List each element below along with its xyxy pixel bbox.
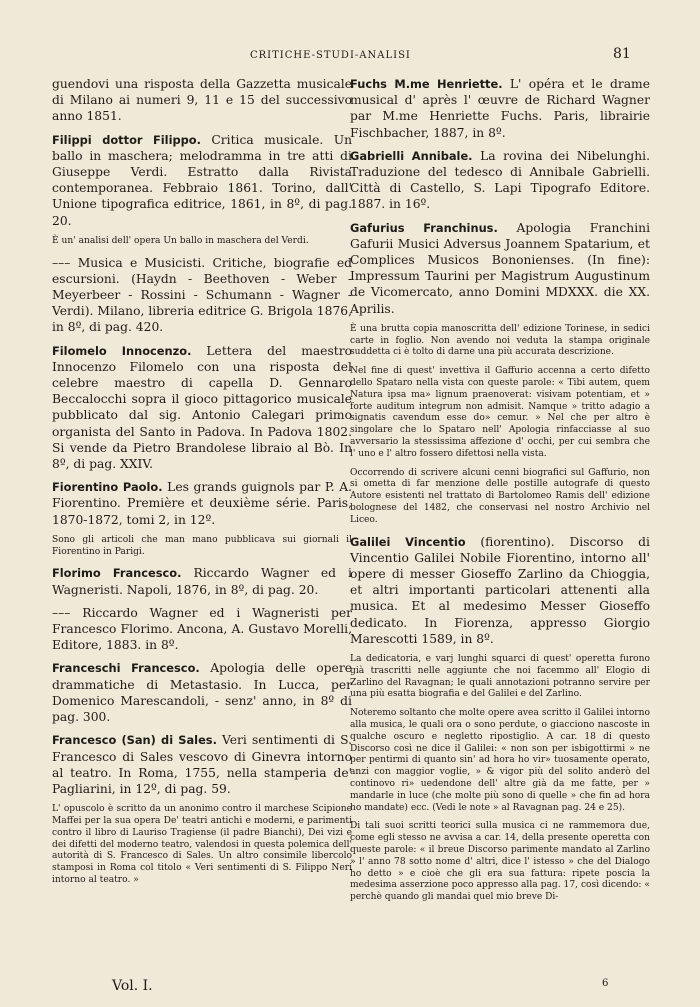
entry-body: Critica musicale. Un ballo in maschera; melodramma in tre atti di Giuseppe Verdi. Estratto dalla Rivista contemporanea. Febbraio 1861. Torino, dall' Unione tipografica editrice, 1861, in 8º, di pag. 20. [52, 132, 353, 228]
entry-body: La rovina dei Nibelunghi. Traduzione del tedesco di Annibale Gabrielli. Città di Castello, S. Lapi Tipografo Editore. 1887. in 16º. [350, 148, 651, 212]
entry [350, 220, 650, 317]
entry-body: (fiorentino). Discorso di Vincentio Galilei Nobile Fiorentino, intorno all' opere di messer Gioseffo Zarlino da Chioggia, et altri importanti particolari attenenti alla musica. Et al medesimo Messer Gioseffo dedicato. In Fiorenza, appresso Giorgio Marescotti 1589, in 8º. [350, 534, 650, 646]
entry-head: Galilei Vincentio [350, 534, 466, 549]
entry-body: guendovi una risposta della Gazzetta musicale di Milano ai numeri 9, 11 e 15 del successivo anno 1851. [52, 77, 352, 124]
entry [52, 660, 352, 725]
entry-note: Sono gli articoli che man mano pubblicava sui giornali il Fiorentino in Parigi. [52, 534, 352, 557]
entry-head: Gafurius Franchinus. [350, 220, 498, 235]
entry-note: È una brutta copia manoscritta dell' edizione Torinese, in sedici carte in foglio. Non avendo noi veduta la stampa originale suddetta ci è tolto di darne una più accurata descrizione. [350, 323, 650, 358]
entry-head: Filomelo Innocenzo. [52, 343, 192, 358]
entry-body: Veri sentimenti di S. Francesco di Sales vescovo di Ginevra intorno al teatro. In Roma, 1755, nella stamperia de' Pagliarini, in 12º, di pag. 59. [52, 733, 352, 796]
entry [52, 479, 352, 528]
entry [350, 76, 650, 141]
entry-body: Lettera del maestro Innocenzo Filomelo con una risposta del celebre maestro di capella D. Gennaro Beccalocchi sopra il gioco pittagorico musicale pubblicato dal sig. Antonio Calegari primo organista del Santo in Padova. In Padova 1802. Si vende da Pietro Brandolese libraio al Bò. In 8º, di pag. XXIV. [52, 343, 352, 472]
entry-note: L' opuscolo è scritto da un anonimo contro il marchese Scipione Maffei per la sua opera De' teatri antichi e moderni, e parimenti contro il libro di Lauriso Tragiense (il padre Bianchi), Dei vizi e dei difetti del moderno teatro, valendosi in questa polemica dell' autorità di S. Francesco di Sales. Un altro consimile libercolo stamposi in Roma col titolo « Veri sentimenti di S. Filippo Neri intorno al teatro. » [52, 804, 352, 885]
entry-body: ––– Musica e Musicisti. Critiche, biografie ed escursioni. (Haydn - Beethoven - Weber - Meyerbeer - Rossini - Schumann - Wagner - Verdi). Milano, libreria editrice G. Brigola 1876, in 8º, di pag. 420. [52, 255, 352, 335]
entry-body: Apologia delle opere drammatiche di Metastasio. In Lucca, per Domenico Marescandoli, - senz' anno, in 8º di pag. 300. [52, 661, 352, 725]
entry [350, 534, 650, 647]
footer-volume: Vol. I. [112, 978, 153, 994]
entry [350, 148, 650, 213]
entry-body: Les grands guignols par P. A. Fiorentino. Première et deuxième série. Paris, 1870-1872, tomi 2, in 12º. [52, 480, 352, 527]
entry-head: Franceschi Francesco. [52, 661, 200, 676]
entry-head: Francesco (San) di Sales. [52, 733, 217, 748]
right-column [350, 76, 650, 911]
entry-head: Gabrielli Annibale. [350, 148, 473, 163]
running-head: CRITICHE-STUDI-ANALISI [250, 50, 411, 61]
entry [52, 732, 352, 797]
entry [52, 132, 352, 229]
entry-note: La dedicatoria, e varj lunghi squarci di quest' operetta furono già trascritti nelle aggiunte che noi facemmo all' Elogio di Zarlino del Ravagnan; le quali annotazioni potranno servire per una più esatta biografia e del Galilei e del Zarlino. [350, 654, 650, 700]
footer-signature: 6 [602, 978, 609, 989]
entry-head: Fuchs M.me Henriette. [350, 77, 503, 91]
page-number: 81 [613, 46, 631, 62]
entry-body: Riccardo Wagner ed i Wagneristi. Napoli, 1876, in 8º, di pag. 20. [52, 566, 352, 597]
entry-body: L' opéra et le drame musical d' après l' œuvre de Richard Wagner par M.me Henriette Fuchs. Paris, librairie Fischbacher, 1887, in 8º. [350, 77, 650, 140]
left-column [52, 76, 352, 894]
entry-note: Nel fine di quest' invettiva il Gaffurio accenna a certo difetto dello Spataro nella vista con queste parole: « Tibi autem, quem Natura ipsa ma» lignum praenoverat: visivam potentiam, et » forte auditum integrum non admisit. Namque » tritto adagio a signatis cavendum esse do» cemur. » Nel che per altro è singolare che lo Spataro nell' Apologia rinfacciasse al suo avversario la stessissima affezione d' occhi, per cui sembra che l' uno e l' altro fossero difettosi nella vista. [350, 366, 650, 459]
entry-head: Fiorentino Paolo. [52, 480, 163, 495]
entry-note: Di tali suoi scritti teorici sulla musica ci ne rammemora due, come egli stesso ne avvisa a car. 14, della presente operetta con queste parole: « il breue Discorso parimente mandato al Zarlino » l' anno 78 sotto nome d' altri, dice l' istesso » che del Dialogo ho detto » e cioè che gli era sua fattura: ripete poscia la medesima asserzione poco appresso alla pag. 17, così dicendo: « perchè quando gli mandai quel mio breve Di- [350, 821, 650, 903]
entry [52, 255, 352, 336]
entry-body: Apologia Franchini Gafurii Musici Adversus Joannem Spatarium, et Complices Musicos Bononienses. (In fine): Impressum Taurini per Magistrum Augustinum de Vicomercato, anno Domini MDXXX. die XX. Aprilis. [350, 220, 650, 316]
entry [52, 565, 352, 597]
entry-note: Noteremo soltanto che molte opere avea scritto il Galilei intorno alla musica, le quali ora o sono perdute, o giacciono nascoste in qualche oscuro e negletto ripostiglio. A car. 18 di questo Discorso così ne dice il Galilei: « non son per isbigottirmi » ne per pentirmi di quanto sin' ad hora ho vir» tuosamente operato, anzi con maggior voglie, » & vigor più del solito anderò del continovo ri» uedendone dell' altre già da me fatte, per » mandarle in luce (che molte più sono di quelle » che fin ad hora ho mandate) ecc. (Vedi le note » al Ravagnan pag. 24 e 25). [350, 708, 650, 813]
entry [52, 605, 352, 654]
entry-body: ––– Riccardo Wagner ed i Wagneristi per Francesco Florimo. Ancona, A. Gustavo Morelli, Editore, 1883. in 8º. [52, 605, 352, 653]
entry-note: È un' analisi dell' opera Un ballo in maschera del Verdi. [52, 235, 309, 246]
entry [52, 343, 352, 473]
entry-head: Florimo Francesco. [52, 566, 182, 581]
entry-head: Filippi dottor Filippo. [52, 132, 201, 147]
entry [52, 76, 352, 125]
entry-note: Occorrendo di scrivere alcuni cenni biografici sul Gaffurio, non si ometta di far menzione delle postille autografe di questo Autore esistenti nel trattato di Bartolomeo Ramis dell' edizione bolognese del 1482, che conservasi nel nostro Archivio nel Liceo. [350, 467, 650, 525]
